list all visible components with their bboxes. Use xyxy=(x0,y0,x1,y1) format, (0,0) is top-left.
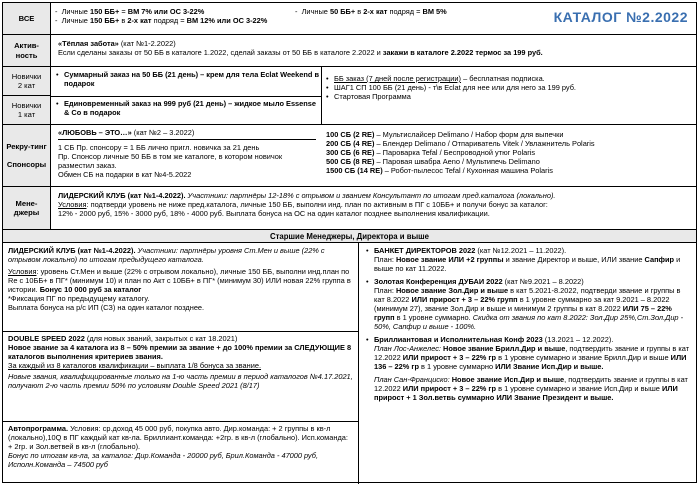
double-speed-block xyxy=(8,334,354,390)
program-period: (кат №9.2021 – 8.2022) xyxy=(502,277,584,287)
program-title: Золотая Конференция ДУБАИ 2022 xyxy=(374,277,503,287)
activity-text: Если сделаны заказы от 50 ББ в каталоге 1.2022, сделай заказы от 50 ББ в каталоге 2.2022 и закажи в каталоге 2.2022 термос за 199 руб. xyxy=(58,48,543,58)
program-text: План Лос-Анжелес: xyxy=(374,344,444,354)
double-speed-payment: За каждый из 8 каталогов квалификации – выплата 1/8 бонуса за звание. xyxy=(8,361,262,371)
program-text: План: xyxy=(374,255,396,265)
program-item xyxy=(365,246,690,273)
recruiting-line-2: Пр. Спонсор личные 50 ББ в том же каталоге, в котором новичок разместил заказ. xyxy=(58,152,283,171)
managers-title-tail: Участники: партнёры 12-18% с отрывом и званием Консультант по итогам пред.каталога (локально). xyxy=(185,191,556,200)
program-item xyxy=(365,277,690,331)
auto-program-bonus: Бонус по итогам кв-ла, за каталог: Дир.Команда - 20000 руб, Брил.Команда - 47000 руб, Исполн.Команда – 74500 руб xyxy=(8,451,318,470)
program-text: в 1 уровне суммарно xyxy=(419,362,496,372)
row-newbies xyxy=(3,67,696,125)
program-text: Новое звание Исп.Дир и выше xyxy=(451,375,565,385)
program-text: в кат 5.2021-8.2022, подтверди звание и группы в кат 8.2022 xyxy=(374,286,681,305)
double-speed-title: DOUBLE SPEED 2022 xyxy=(8,334,85,343)
all-item-3: - Личные 50 ББ+ в 2-х кат подряд = ВМ 5% xyxy=(295,7,447,16)
managers-title: ЛИДЕРСКИЙ КЛУБ (кат №1-4.2022). xyxy=(58,191,186,200)
managers-conditions: Условия: подтверди уровень не ниже пред.каталога, личные 150 ББ, выполни инд. план по активным в ПГ с 10ББ+ и получи бонус за каталог: xyxy=(58,200,548,210)
program-title: БАНКЕТ ДИРЕКТОРОВ 2022 xyxy=(374,246,476,255)
recruiting-left xyxy=(58,128,316,179)
program-text: План Сан-Франциско: xyxy=(374,375,452,385)
double-speed-tail: (для новых званий, закрытых с кат 18.2021) xyxy=(84,334,238,343)
program-text: в 1 уровне суммарно и звание Брилл.Дир и выше xyxy=(496,353,671,363)
managers-content xyxy=(58,191,690,218)
all-left-list xyxy=(55,7,295,25)
row-senior-content xyxy=(3,243,696,484)
program-text: Скидка от звания по кат 8.2022: Зол.Дир 25%,Ст.Зол.Дир - 50%, Сапфир и выше - 100%. xyxy=(374,313,684,332)
program-text: ИЛИ прирост + 1 Зол.ветвь суммарно ИЛИ Звание Президент и выше. xyxy=(374,384,678,403)
managers-bonus: 12% - 2000 руб, 15% - 3000 руб, 18% - 4000 руб. Выплата бонуса на ОС на один каталог позднее выполнения квалификации. xyxy=(58,209,490,219)
senior-title: Старшие Менеджеры, Директора и выше xyxy=(269,232,430,241)
newbie-right-item-2: • ШАГ1 СП 100 ББ (21 день) - т\в Eclat для нее или для него за 199 руб. xyxy=(325,83,692,92)
newbies-right xyxy=(325,74,692,101)
newbie-right-item-1: • ББ заказ (7 дней после регистрации) – бесплатная подписка. xyxy=(325,74,692,83)
double-speed-main: Новое звание за 4 каталога из 8 – 50% премии за звание + до 100% премии за СЛЕДУЮЩИЕ 8 каталогов выполнения критериев звания. xyxy=(8,343,352,362)
program-text: и выше по кат 11.2022. xyxy=(374,255,681,274)
row-label-recruiting: Рекру-тинг Спонсоры xyxy=(3,125,51,186)
program-text: , подтвердить звание и группы в кат 12.2022 xyxy=(374,375,688,394)
newbie-right-item-3: • Стартовая Программа xyxy=(325,92,692,101)
leader-club-title: ЛИДЕРСКИЙ КЛУБ (кат №1-4.2022). xyxy=(8,246,136,255)
program-text: План: xyxy=(374,286,396,296)
activity-content xyxy=(58,39,690,57)
prize-row: 500 СБ (8 RE) – Паровая швабра Aeno / Мультипечь Delimano xyxy=(326,157,540,167)
catalog-sheet xyxy=(2,2,697,483)
recruiting-line-3: Обмен СБ на подарки в кат №4-5.2022 xyxy=(58,170,192,180)
program-text: ИЛИ Звание Исп.Дир и выше. xyxy=(495,362,604,372)
activity-title-tail: (кат №1-2.2022) xyxy=(118,39,176,48)
program-text: Новое звание ИЛИ +2 группы xyxy=(395,255,504,265)
program-text: ИЛИ прирост + 3 – 22% гр xyxy=(402,384,497,394)
prize-row: 1500 СБ (14 RE) – Робот-пылесос Tefal / Кухонная машина Polaris xyxy=(326,166,553,176)
prize-row: 200 СБ (4 RE) – Блендер Delimano / Отпариватель Vitek / Увлажнитель Polaris xyxy=(326,139,595,149)
catalog-title: КАТАЛОГ №2.2022 xyxy=(553,9,688,25)
row-label-managers: Мене-джеры xyxy=(3,187,51,229)
newbies-left xyxy=(51,67,321,124)
double-speed-note: Новые звания, квалифицированные только на 1-ю часть премии в период каталогов №4.17.2021, получают 2-ю часть премии 50% по условиям Double Speed 2021 (8/17) xyxy=(8,372,353,391)
program-item xyxy=(365,335,690,371)
all-item-2: - Личные 150 ББ+ в 2-х кат подряд = ВМ 12% или ОС 3-22% xyxy=(55,16,268,26)
program-text: ИЛИ прирост + 3 – 22% гр xyxy=(402,353,497,363)
auto-program-block xyxy=(8,424,354,469)
program-period: (кат №12.2021 – 11.2022). xyxy=(475,246,567,255)
recruiting-prizes xyxy=(326,130,692,175)
row-label-newbies-1: Новички 1 кат xyxy=(3,96,51,124)
program-text: и звание Директор и выше, ИЛИ звание xyxy=(503,255,645,265)
prize-row: 100 СБ (2 RE) – Мультислайсер Delimano / Набор форм для выпечки xyxy=(326,130,564,139)
program-text: ИЛИ 75 – 22% групп xyxy=(374,304,672,323)
program-text: в 1 уровне суммарно и звание Исп.Дир и выше xyxy=(496,384,662,394)
leader-club-tail: Участники: партнёры уровня Ст.Мен и выше (22% с отрывом локально) по итогам предыдущего каталога. xyxy=(8,246,325,265)
row-label-all: ВСЕ xyxy=(3,3,51,34)
row-recruiting xyxy=(3,125,696,187)
leader-club-note-2: Выплата бонуса на р/с ИП (СЗ) на один каталог позднее. xyxy=(8,303,205,313)
program-text: в 1 уровне суммарно. xyxy=(394,313,473,323)
program-text: в 1 уровне суммарно за кат 9.2021 – 8.2022 (минимум 27), звание Зол.Дир и выше и минимум 2 группы в кат 8.2022 xyxy=(374,295,670,314)
row-label-newbies-2: Новички 2 кат xyxy=(3,67,51,96)
auto-program-title: Автопрограмма. xyxy=(8,424,69,433)
recruiting-title-tail: (кат №2 – 3.2022) xyxy=(131,128,195,137)
recruiting-line-1: 1 СБ Пр. спонсору = 1 ББ лично пригл. новичка за 21 день xyxy=(58,143,260,153)
recruiting-title: «ЛЮБОВЬ – ЭТО…» xyxy=(58,128,132,137)
program-text: Новое звание Зол.Дир и выше xyxy=(395,286,509,296)
row-senior-title xyxy=(3,230,696,243)
all-item-1: - Личные 150 ББ+ = ВМ 7% или ОС 3-22% xyxy=(55,7,205,16)
leader-club-block xyxy=(8,246,354,312)
program-item xyxy=(365,375,690,402)
program-text: Сапфир xyxy=(644,255,675,265)
prize-row: 300 СБ (6 RE) – Пароварка Tefal / Беспроводной утюг Polaris xyxy=(326,148,536,158)
auto-program-conditions: Условия: ср.доход 45 000 руб, покупка авто. Дир.команда: + 2 группы в кв-л (локально),10Q в ПГ каждый кат кв-ла. Бриллиант.команда: +2гр. в кв-л (глобально). Исп.команда: + 2гр. и Зол.ветвей в кв-л (глобально). xyxy=(8,424,348,452)
program-period: (13.2021 – 12.2022). xyxy=(542,335,614,345)
senior-right-column xyxy=(365,246,690,407)
program-text: Новое звание Брилл.Дир и выше xyxy=(443,344,566,354)
program-text: , подтвердить звание и группы в кат 12.2022 xyxy=(374,344,690,363)
leader-club-note-1: *Фиксация ПГ по предыдущему каталогу. xyxy=(8,294,150,304)
leader-club-conditions: Условия: уровень Ст.Мен и выше (22% с отрывом локально), личные 150 ББ, выполни инд.план по Re с 10ББ+ в ПГ* (минимум 10) и план по Акт с 10ББ+ в ПГ* (минимум 30) ИЛИ новая 22% группа в истории. Бонус 10 000 руб за каталог xyxy=(8,267,351,295)
program-text: ИЛИ прирост + 3 – 22% групп xyxy=(411,295,518,305)
newbie-offer-2: • Единовременный заказ на 999 руб (21 день) – жидкое мыло Essense & Co в подарок xyxy=(55,99,319,117)
row-managers xyxy=(3,187,696,230)
activity-title: «Тёплая забота» xyxy=(58,39,119,48)
program-text: ИЛИ 136 – 22% гр xyxy=(374,353,687,372)
program-title: Бриллиантовая и Исполнительная Конф 2023 xyxy=(374,335,543,345)
row-label-activity: Актив-ность xyxy=(3,35,51,66)
row-activity xyxy=(3,35,696,67)
newbie-offer-1: • Суммарный заказ на 50 ББ (21 день) – крем для тела Eclat Weekend в подарок xyxy=(55,70,319,88)
row-all xyxy=(3,3,696,35)
